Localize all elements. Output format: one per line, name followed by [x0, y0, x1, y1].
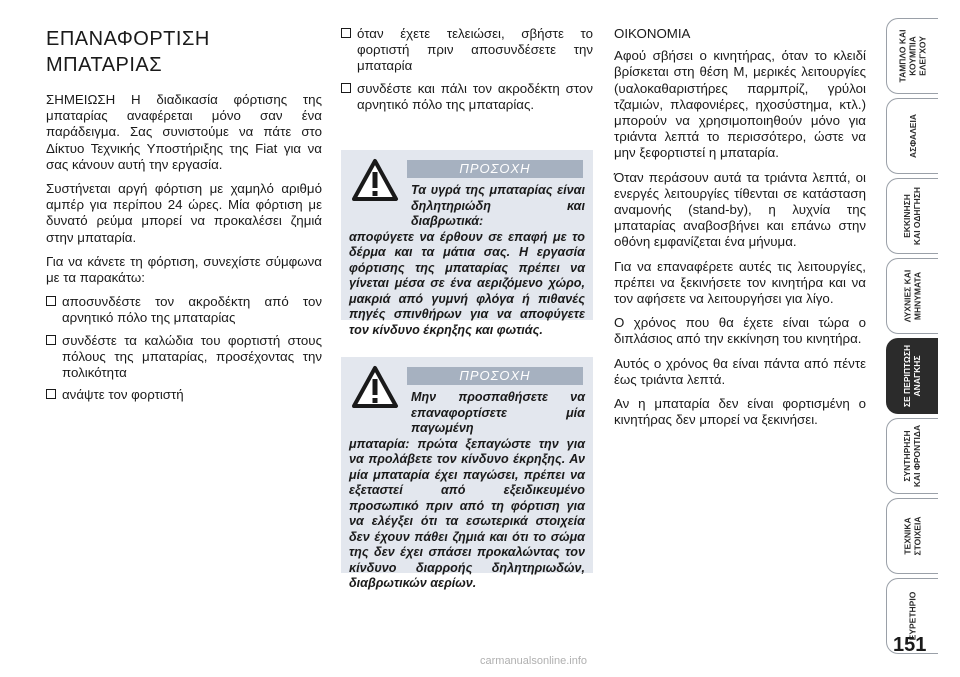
warning-box-acid — [341, 150, 593, 337]
list-item: αποσυνδέστε τον ακροδέκτη από τον αρνητικό πόλο της μπαταρίας — [46, 294, 322, 326]
warning-text: Τα υγρά της μπαταρίας είναι δηλητηριώδη και διαβρωτικά: αποφύγετε να έρθουν σε επαφή με το δέρμα και τα μάτια σας. Η εργασία φόρτισης της μπαταρίας πρέπει να γίνεται μέσα σε ένα αεριζόμενο χώρο, μακριά από γυμνή φλόγα ή πιθανές πηγές σπινθήρων για να αποφύγετε τον κίνδυνο έκρηξης και φωτιάς. — [349, 183, 585, 337]
warning-box-frozen — [341, 357, 593, 590]
title-line-1: ΕΠΑΝΑΦΟΡΤΙΣΗ — [46, 28, 210, 50]
procedure-intro: Για να κάνετε τη φόρτιση, συνεχίστε σύμφωνα με τα παρακάτω: — [46, 253, 322, 286]
watermark: carmanualsonline.info — [480, 655, 588, 667]
economy-para-1: Αφού σβήσει ο κινητήρας, όταν το κλειδί βρίσκεται στη θέση M, μερικές λειτουργίες (υαλοκαθαριστήρες παρμπρίζ, γρύλοι τζαμιών, πλαφονιέρες, ηχοσύστημα, κτλ.) μπορούν να χρησιμοποιηθούν μόνο για τριάντα λεπτά το περισσότερο, ώστε να μην ξεφορτιστεί η μπαταρία. — [614, 48, 866, 161]
checkbox-icon — [46, 335, 56, 345]
economy-para-4: Ο χρόνος που θα έχετε είναι τώρα ο διπλάσιος από την εκκίνηση του κινητήρα. — [614, 315, 866, 347]
economy-heading: ΟΙΚΟΝΟΜΙΑ — [614, 26, 691, 41]
tab-safety[interactable]: ΑΣΦΑΛΕΙΑ — [886, 98, 938, 174]
tab-lights-messages[interactable]: ΛΥΧΝΙΕΣ ΚΑΙ ΜΗΝΥΜΑΤΑ — [886, 258, 938, 334]
tab-emergency[interactable]: ΣΕ ΠΕΡΙΠΤΩΣΗ ΑΝΑΓΚΗΣ — [886, 338, 938, 414]
tab-starting-driving[interactable]: ΕΚΚΙΝΗΣΗ ΚΑΙ ΟΔΗΓΗΣΗ — [886, 178, 938, 254]
right-column — [614, 26, 866, 436]
list-item: όταν έχετε τελειώσει, σβήστε το φορτιστή πριν αποσυνδέσετε την μπαταρία — [341, 26, 593, 75]
list-item: συνδέστε και πάλι τον ακροδέκτη στον αρνητικό πόλο της μπαταρίας. — [341, 81, 593, 113]
economy-para-6: Αν η μπαταρία δεν είναι φορτισμένη ο κινητήρας δεν μπορεί να ξεκινήσει. — [614, 396, 866, 428]
tab-index[interactable]: ΕΥΡΕΤΗΡΙΟ — [886, 578, 938, 654]
economy-para-2: Όταν περάσουν αυτά τα τριάντα λεπτά, οι ενεργές λειτουργίες τίθενται σε κατάσταση αναμονής (stand-by), η λυχνία της μπαταρίας αναβοσβήνει και επάνω στην οθόνη εμφανίζεται ένα μήνυμα. — [614, 169, 866, 250]
warning-text: Μην προσπαθήσετε να επαναφορτίσετε μία παγωμένη μπαταρία: πρώτα ξεπαγώστε την για να προλάβετε τον κίνδυνο έκρηξης. Αν μία μπαταρία έχει παγώσει, πρέπει να εξεταστεί από εξειδικευμένο προσωπικό πριν από τη φόρτιση για να ελέγξει ότι τα εσωτερικά στοιχεία δεν έχουν πάθει ζημιά και ότι το σώμα της δεν έχει σπάσει προκαλώντας τον κίνδυνο διαρροής δηλητηριωδών, διαβρωτικών αερίων. — [349, 390, 585, 590]
checkbox-icon — [341, 28, 351, 38]
charging-advice: Συστήνεται αργή φόρτιση με χαμηλό αριθμό αμπέρ για περίπου 24 ώρες. Μία φόρτιση με δυνατό ρεύμα μπορεί να προκαλέσει ζημιά στην μπαταρία. — [46, 181, 322, 245]
checkbox-icon — [341, 83, 351, 93]
economy-para-3: Για να επαναφέρετε αυτές τις λειτουργίες, πρέπει να ξεκινήσετε τον κινητήρα και να τον αφήσετε να λειτουργήσει για λίγο. — [614, 258, 866, 307]
middle-column — [341, 26, 593, 119]
section-title — [46, 26, 322, 78]
checkbox-icon — [46, 296, 56, 306]
checkbox-icon — [46, 389, 56, 399]
economy-para-5: Αυτός ο χρόνος θα είναι πάντα από πέντε έως τριάντα λεπτά. — [614, 355, 866, 387]
warning-label: ΠΡΟΣΟΧΗ — [407, 367, 583, 385]
note-paragraph: ΣΗΜΕΙΩΣΗ Η διαδικασία φόρτισης της μπαταρίας αναφέρεται μόνο σαν ένα παράδειγμα. Σας συνιστούμε να πάτε στο Δίκτυο Τεχνικής Υποστήριξης της Fiat για να σας κάνουν αυτή την εργασία. — [46, 92, 322, 172]
tab-maintenance-care[interactable]: ΣΥΝΤΗΡΗΣΗ ΚΑΙ ΦΡΟΝΤΙΔΑ — [886, 418, 938, 494]
page-number: 151 — [893, 634, 927, 656]
list-item: συνδέστε τα καλώδια του φορτιστή στους πόλους της μπαταρίας, προσέχοντας την πολικότητα — [46, 333, 322, 382]
left-column — [46, 26, 322, 409]
list-item: ανάψτε τον φορτιστή — [46, 387, 322, 403]
tab-technical-data[interactable]: ΤΕΧΝΙΚΑ ΣΤΟΙΧΕΙΑ — [886, 498, 938, 574]
title-line-2: ΜΠΑΤΑΡΙΑΣ — [46, 54, 163, 76]
tab-dashboard-controls[interactable]: ΤΑΜΠΛΟ ΚΑΙ ΚΟΥΜΠΙΑ ΕΛΕΓΧΟΥ — [886, 18, 938, 94]
warning-label: ΠΡΟΣΟΧΗ — [407, 160, 583, 178]
